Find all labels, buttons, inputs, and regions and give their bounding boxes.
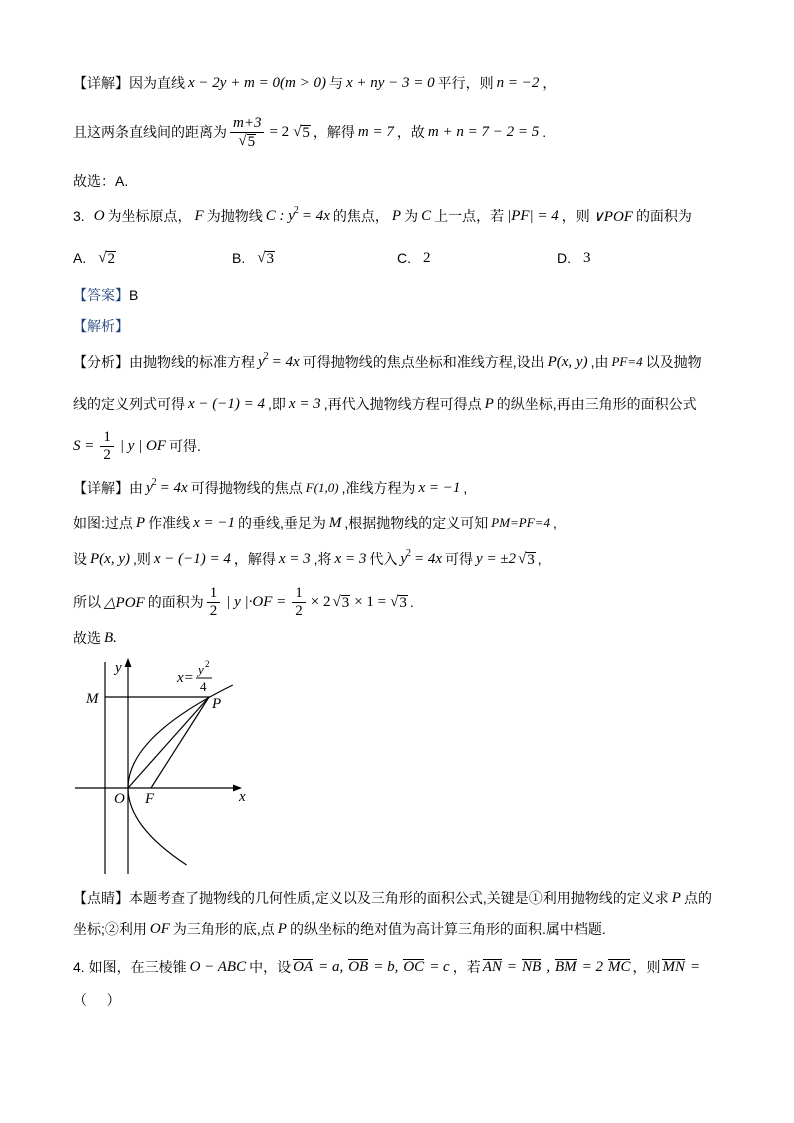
math: B. bbox=[104, 629, 117, 646]
text: 【点睛】本题考查了抛物线的几何性质,定义以及三角形的面积公式,关键是①利用抛物线的定义求 bbox=[73, 890, 669, 906]
equation-superscript: 2 bbox=[205, 659, 210, 669]
math: y bbox=[258, 353, 265, 370]
text: 故选 bbox=[73, 630, 101, 646]
text: ,准线方程为 bbox=[341, 480, 416, 496]
math: = a, bbox=[318, 958, 344, 975]
radicand: 5 bbox=[247, 133, 256, 150]
fp-segment bbox=[151, 697, 209, 788]
text: ，则 bbox=[632, 959, 661, 975]
text: 4. 如图，在三棱锥 bbox=[73, 959, 187, 975]
y-axis-label: y bbox=[115, 660, 122, 676]
math: x = 3 bbox=[288, 395, 321, 412]
math: m = 7 bbox=[357, 123, 394, 140]
vector-bm: BM bbox=[554, 959, 577, 975]
comment-line-1 bbox=[73, 888, 712, 908]
numerator-text: m+3 bbox=[233, 114, 262, 131]
math: x − 2y + m = 0(m > 0) bbox=[188, 74, 326, 91]
math: OF bbox=[149, 920, 170, 937]
analysis-tag-line bbox=[73, 316, 129, 336]
math: m + n = 7 − 2 = 5 bbox=[427, 123, 540, 140]
vector-oc: OC bbox=[403, 959, 425, 975]
answer-line bbox=[73, 285, 138, 305]
distance-fraction bbox=[230, 115, 264, 150]
analysis-line-1 bbox=[73, 352, 702, 372]
math: P(x, y) bbox=[90, 550, 130, 567]
math: | y |·OF = bbox=[226, 593, 287, 610]
sqrt bbox=[238, 133, 256, 150]
math: y bbox=[400, 550, 407, 567]
options-row bbox=[0, 248, 794, 268]
denominator: 2 bbox=[295, 602, 303, 619]
text: 为三角形的底,点 bbox=[172, 921, 275, 937]
text: , bbox=[537, 551, 542, 567]
text: 线的定义列式可得 bbox=[73, 396, 185, 412]
text: 代入 bbox=[369, 551, 398, 567]
radicand: 3 bbox=[266, 250, 274, 267]
x-axis-label: x bbox=[239, 789, 246, 805]
math: F bbox=[194, 207, 204, 224]
text: 点的 bbox=[683, 890, 712, 906]
text: 可得 bbox=[445, 551, 474, 567]
radicand: 3 bbox=[527, 551, 535, 568]
text: 可得抛物线的焦点坐标和准线方程,设出 bbox=[302, 354, 545, 370]
text: ， bbox=[542, 75, 557, 91]
math: = bbox=[689, 958, 701, 975]
equation-lhs: x= bbox=[177, 670, 194, 686]
detail-line-4 bbox=[73, 513, 557, 533]
sqrt-symbol: √ bbox=[293, 123, 302, 140]
question-number: 3. bbox=[73, 208, 85, 224]
text: ，解得 bbox=[233, 551, 276, 567]
superscript: 2 bbox=[263, 350, 269, 362]
math: x = 3 bbox=[278, 550, 311, 567]
sqrt bbox=[98, 250, 116, 267]
math: O − ABC bbox=[189, 958, 247, 975]
comment-line-2 bbox=[73, 919, 606, 939]
text: 为坐标原点， bbox=[107, 208, 192, 224]
option-c bbox=[397, 250, 433, 267]
text: , bbox=[552, 515, 557, 531]
math: n = −2 bbox=[496, 74, 540, 91]
option-label: B. bbox=[232, 250, 246, 266]
sqrt-symbol: √ bbox=[518, 550, 527, 567]
math: , bbox=[546, 958, 550, 975]
math: = b, bbox=[373, 958, 399, 975]
vector-oa: OA bbox=[293, 959, 314, 975]
text: ,由 bbox=[590, 354, 609, 370]
analysis-line-2 bbox=[73, 394, 697, 414]
text: 如图:过点 bbox=[73, 515, 133, 531]
text: 的纵坐标的绝对值为高计算三角形的面积.属中档题. bbox=[289, 921, 606, 937]
text: ,根据抛物线的定义可知 bbox=[344, 515, 489, 531]
text: ，解得 bbox=[312, 124, 355, 140]
math: = 4x bbox=[414, 550, 443, 567]
math: △POF bbox=[104, 594, 145, 611]
text: 【分析】由抛物线的标准方程 bbox=[73, 354, 255, 370]
math: x + ny − 3 = 0 bbox=[345, 74, 435, 91]
text: 可得. bbox=[169, 438, 201, 454]
sqrt-symbol: √ bbox=[390, 593, 399, 610]
text: 中，设 bbox=[249, 959, 292, 975]
radicand: 5 bbox=[302, 124, 310, 141]
question-3 bbox=[73, 206, 692, 226]
focus-label: F bbox=[145, 791, 155, 807]
sqrt bbox=[293, 124, 311, 141]
math: x = −1 bbox=[193, 514, 235, 531]
vector-nb: NB bbox=[522, 959, 542, 975]
detail-line-5 bbox=[73, 549, 542, 569]
text: 【详解】因为直线 bbox=[73, 75, 185, 91]
radicand: 3 bbox=[399, 594, 407, 611]
point-p-label: P bbox=[212, 696, 222, 712]
answer-value: B bbox=[129, 287, 139, 303]
text: 作准线 bbox=[148, 515, 191, 531]
equation-denominator: 4 bbox=[200, 679, 207, 694]
math: P bbox=[671, 889, 681, 906]
radicand: 3 bbox=[341, 594, 350, 611]
choice-line-2 bbox=[73, 628, 120, 648]
text: 与 bbox=[328, 75, 343, 91]
vector-mn: MN bbox=[662, 959, 685, 975]
text: ,将 bbox=[313, 551, 332, 567]
radicand: 2 bbox=[107, 250, 115, 267]
option-value: 2 bbox=[423, 249, 431, 266]
sqrt-symbol: √ bbox=[98, 249, 107, 266]
math: = 4x bbox=[159, 479, 188, 496]
sqrt bbox=[390, 594, 408, 611]
text: 的焦点， bbox=[332, 208, 389, 224]
text: ,即 bbox=[268, 396, 286, 412]
math: P(x, y) bbox=[547, 353, 588, 370]
text: 所以 bbox=[73, 594, 101, 610]
denominator: 2 bbox=[209, 602, 218, 619]
text: ，故 bbox=[396, 124, 425, 140]
option-a bbox=[73, 250, 118, 267]
math: P bbox=[484, 395, 494, 412]
math: x − (−1) = 4 bbox=[153, 550, 231, 567]
math: C : y bbox=[265, 207, 295, 224]
math: x = −1 bbox=[418, 479, 461, 496]
text: 【详解】由 bbox=[73, 480, 143, 496]
option-label: A. bbox=[73, 250, 87, 266]
option-b bbox=[232, 250, 277, 267]
parabola-lower-branch bbox=[128, 788, 187, 865]
math: × 1 = bbox=[354, 593, 387, 610]
half-fraction bbox=[100, 429, 114, 464]
text: 平行，则 bbox=[437, 75, 494, 91]
math: = c bbox=[429, 958, 450, 975]
math: × 2 bbox=[310, 593, 331, 610]
math: C bbox=[421, 207, 432, 224]
math: ∨POF bbox=[592, 208, 633, 225]
text: 为 bbox=[404, 208, 419, 224]
question-4 bbox=[73, 957, 703, 977]
math: x = 3 bbox=[334, 550, 367, 567]
numerator: 1 bbox=[207, 585, 221, 603]
half-fraction bbox=[292, 585, 306, 620]
superscript: 2 bbox=[151, 476, 157, 488]
sqrt-symbol: √ bbox=[332, 593, 341, 610]
text: 的面积为 bbox=[147, 594, 204, 610]
denominator: 2 bbox=[103, 446, 111, 463]
text: 的垂线,垂足为 bbox=[237, 515, 326, 531]
text: 以及抛物 bbox=[645, 354, 702, 370]
equation-numerator: y bbox=[198, 662, 204, 677]
numerator bbox=[230, 115, 264, 133]
vector-ob: OB bbox=[348, 959, 369, 975]
text: ,再代入抛物线方程可得点 bbox=[323, 396, 482, 412]
math: P bbox=[277, 920, 287, 937]
text: 坐标;②利用 bbox=[73, 921, 147, 937]
math: = bbox=[506, 958, 518, 975]
text: . bbox=[542, 124, 547, 140]
numerator: 1 bbox=[292, 585, 306, 603]
numerator: 1 bbox=[100, 429, 114, 447]
math: S = bbox=[73, 437, 95, 454]
option-d bbox=[557, 250, 593, 267]
choice-line bbox=[73, 171, 128, 191]
sqrt-symbol: √ bbox=[238, 132, 247, 149]
math: PF=4 bbox=[611, 354, 643, 369]
text: 的纵坐标,再由三角形的面积公式 bbox=[496, 396, 697, 412]
origin-label: O bbox=[114, 791, 125, 807]
text: 且这两条直线间的距离为 bbox=[73, 124, 227, 140]
detail-line-3 bbox=[73, 478, 467, 498]
analysis-tag: 【解析】 bbox=[73, 318, 129, 334]
answer-blank bbox=[73, 990, 120, 1010]
vector-mc: MC bbox=[607, 959, 631, 975]
sqrt bbox=[332, 594, 350, 611]
detail-line-2 bbox=[73, 112, 546, 152]
text: , bbox=[463, 480, 468, 496]
math: = 4x bbox=[301, 207, 330, 224]
half-fraction bbox=[207, 585, 221, 620]
text: 故选：A. bbox=[73, 173, 129, 189]
option-label: C. bbox=[397, 250, 411, 266]
math: x − (−1) = 4 bbox=[188, 395, 266, 412]
sqrt-symbol: √ bbox=[257, 249, 266, 266]
text: ，若 bbox=[452, 959, 481, 975]
math: O bbox=[93, 207, 105, 224]
math: PM=PF=4 bbox=[491, 515, 550, 530]
sqrt bbox=[518, 551, 536, 568]
text: . bbox=[409, 594, 414, 610]
text: （ ） bbox=[73, 992, 121, 1008]
math: P bbox=[135, 514, 146, 531]
parabola-figure bbox=[60, 650, 260, 882]
text: 的面积为 bbox=[635, 208, 692, 224]
text: 设 bbox=[73, 551, 87, 567]
vector-an: AN bbox=[482, 959, 502, 975]
math: = 4x bbox=[271, 353, 300, 370]
math: |PF| = 4 bbox=[507, 207, 559, 224]
text: 上一点，若 bbox=[434, 208, 505, 224]
text: ,则 bbox=[132, 551, 151, 567]
denominator bbox=[234, 133, 260, 150]
op-segment bbox=[128, 697, 209, 788]
detail-line-1 bbox=[73, 73, 556, 93]
math: = 2 bbox=[269, 123, 290, 140]
superscript: 2 bbox=[293, 204, 299, 216]
sqrt bbox=[257, 250, 275, 267]
option-value: 3 bbox=[583, 249, 591, 266]
analysis-line-3 bbox=[73, 426, 201, 466]
superscript: 2 bbox=[406, 547, 411, 559]
math: P bbox=[391, 207, 402, 224]
option-label: D. bbox=[557, 250, 571, 266]
detail-line-6 bbox=[73, 582, 414, 622]
point-m-label: M bbox=[86, 691, 99, 707]
text: 为抛物线 bbox=[206, 208, 263, 224]
answer-tag: 【答案】 bbox=[73, 287, 129, 303]
math: M bbox=[328, 514, 342, 531]
text: ，则 bbox=[561, 208, 590, 224]
math: F(1,0) bbox=[305, 480, 339, 495]
math: y bbox=[146, 479, 153, 496]
y-axis-arrow bbox=[125, 658, 132, 667]
math: = 2 bbox=[581, 958, 603, 975]
math: | y | OF bbox=[119, 437, 167, 454]
math: y = ±2 bbox=[476, 550, 517, 567]
text: 可得抛物线的焦点 bbox=[190, 480, 303, 496]
